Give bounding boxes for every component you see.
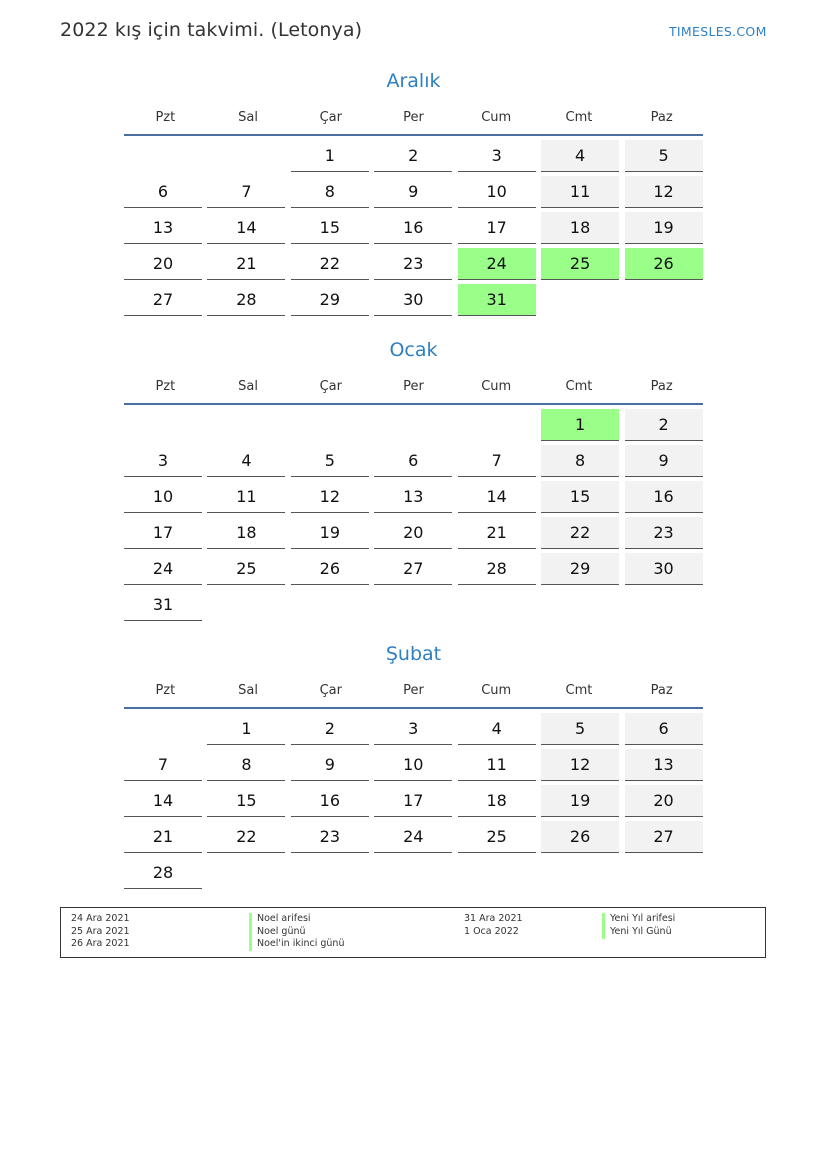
month-title: Şubat	[385, 643, 442, 665]
holiday-legend	[60, 907, 766, 958]
day-cell: 20	[374, 517, 452, 549]
day-cell: 4	[207, 445, 285, 477]
weekend-day-cell: 23	[625, 517, 703, 549]
week-row	[124, 749, 703, 785]
weekday-label: Paz	[650, 109, 673, 125]
weekend-day-cell: 4	[541, 140, 619, 172]
holiday-day-cell: 24	[458, 248, 536, 280]
day-cell: 9	[291, 749, 369, 781]
weekend-day-cell: 26	[541, 821, 619, 853]
day-cell: 13	[124, 212, 202, 244]
holiday-day-cell: 25	[541, 248, 619, 280]
day-cell: 30	[374, 284, 452, 316]
empty-cell	[374, 589, 452, 620]
weekday-label: Per	[403, 109, 424, 125]
brand-link[interactable]: TIMESLES.COM	[669, 24, 767, 39]
day-cell: 23	[291, 821, 369, 853]
day-cell: 14	[124, 785, 202, 817]
empty-cell	[207, 589, 285, 620]
week-row	[124, 785, 703, 821]
empty-cell	[458, 409, 536, 440]
empty-cell	[541, 857, 619, 888]
day-cell: 11	[207, 481, 285, 513]
weekend-day-cell: 30	[625, 553, 703, 585]
weekday-header	[124, 673, 703, 709]
day-grid	[124, 136, 703, 320]
day-cell: 12	[291, 481, 369, 513]
month-title: Aralık	[386, 70, 441, 92]
day-cell: 8	[291, 176, 369, 208]
day-cell: 7	[124, 749, 202, 781]
weekday-header	[124, 100, 703, 136]
day-cell: 28	[124, 857, 202, 889]
day-cell: 2	[291, 713, 369, 745]
day-cell: 28	[207, 284, 285, 316]
legend-holiday-name: Noel'in ikinci günü	[249, 938, 344, 951]
legend-holiday-name: Yeni Yıl arifesi	[602, 913, 675, 926]
day-cell: 15	[291, 212, 369, 244]
empty-cell	[207, 409, 285, 440]
empty-cell	[374, 857, 452, 888]
weekday-header	[124, 369, 703, 405]
weekday-label: Sal	[238, 109, 258, 125]
weekday-label: Cum	[481, 378, 512, 394]
day-cell: 10	[374, 749, 452, 781]
day-cell: 1	[207, 713, 285, 745]
weekend-day-cell: 5	[625, 140, 703, 172]
legend-date: 26 Ara 2021	[71, 938, 130, 949]
day-cell: 10	[124, 481, 202, 513]
weekend-day-cell: 6	[625, 713, 703, 745]
weekend-day-cell: 12	[625, 176, 703, 208]
day-cell: 4	[458, 713, 536, 745]
day-cell: 22	[207, 821, 285, 853]
weekend-day-cell: 2	[625, 409, 703, 441]
week-row	[124, 553, 703, 589]
empty-cell	[458, 857, 536, 888]
weekday-label: Cmt	[565, 682, 593, 698]
legend-holiday-name: Noel günü	[249, 926, 306, 939]
day-cell: 13	[374, 481, 452, 513]
week-row	[124, 176, 703, 212]
weekend-day-cell: 9	[625, 445, 703, 477]
day-cell: 22	[291, 248, 369, 280]
empty-cell	[374, 409, 452, 440]
empty-cell	[625, 589, 703, 620]
weekday-label: Per	[403, 378, 424, 394]
weekend-day-cell: 8	[541, 445, 619, 477]
weekend-day-cell: 12	[541, 749, 619, 781]
weekend-day-cell: 20	[625, 785, 703, 817]
weekend-day-cell: 11	[541, 176, 619, 208]
day-cell: 3	[374, 713, 452, 745]
empty-cell	[207, 140, 285, 171]
weekday-label: Cmt	[565, 378, 593, 394]
empty-cell	[291, 589, 369, 620]
empty-cell	[207, 857, 285, 888]
day-cell: 17	[458, 212, 536, 244]
week-row	[124, 140, 703, 176]
weekend-day-cell: 22	[541, 517, 619, 549]
empty-cell	[625, 857, 703, 888]
legend-holiday-name: Yeni Yıl Günü	[602, 926, 672, 939]
day-cell: 21	[124, 821, 202, 853]
month-december	[124, 66, 703, 320]
day-cell: 29	[291, 284, 369, 316]
holiday-day-cell: 1	[541, 409, 619, 441]
day-cell: 18	[207, 517, 285, 549]
weekday-label: Çar	[319, 378, 342, 394]
day-cell: 15	[207, 785, 285, 817]
week-row	[124, 212, 703, 248]
day-cell: 27	[124, 284, 202, 316]
day-cell: 14	[458, 481, 536, 513]
legend-date: 1 Oca 2022	[464, 926, 519, 937]
empty-cell	[291, 857, 369, 888]
empty-cell	[124, 713, 202, 744]
week-row	[124, 589, 703, 625]
day-cell: 18	[458, 785, 536, 817]
week-row	[124, 517, 703, 553]
holiday-day-cell: 31	[458, 284, 536, 316]
weekday-label: Çar	[319, 682, 342, 698]
day-cell: 1	[291, 140, 369, 172]
day-cell: 7	[207, 176, 285, 208]
day-cell: 17	[374, 785, 452, 817]
holiday-day-cell: 26	[625, 248, 703, 280]
day-cell: 16	[291, 785, 369, 817]
week-row	[124, 284, 703, 320]
weekend-day-cell: 5	[541, 713, 619, 745]
day-cell: 27	[374, 553, 452, 585]
weekday-label: Per	[403, 682, 424, 698]
month-february	[124, 639, 703, 893]
day-cell: 6	[124, 176, 202, 208]
day-cell: 16	[374, 212, 452, 244]
weekday-label: Cum	[481, 682, 512, 698]
day-cell: 25	[458, 821, 536, 853]
day-cell: 3	[124, 445, 202, 477]
day-cell: 19	[291, 517, 369, 549]
weekend-day-cell: 18	[541, 212, 619, 244]
weekday-label: Cum	[481, 109, 512, 125]
empty-cell	[124, 409, 202, 440]
day-cell: 6	[374, 445, 452, 477]
day-cell: 5	[291, 445, 369, 477]
month-title: Ocak	[389, 339, 438, 361]
day-cell: 3	[458, 140, 536, 172]
weekday-label: Sal	[238, 682, 258, 698]
weekend-day-cell: 15	[541, 481, 619, 513]
day-grid	[124, 709, 703, 893]
week-row	[124, 248, 703, 284]
week-row	[124, 857, 703, 893]
weekend-day-cell: 16	[625, 481, 703, 513]
day-cell: 9	[374, 176, 452, 208]
day-cell: 23	[374, 248, 452, 280]
day-cell: 8	[207, 749, 285, 781]
day-cell: 2	[374, 140, 452, 172]
empty-cell	[291, 409, 369, 440]
weekday-label: Pzt	[155, 378, 176, 394]
legend-date: 31 Ara 2021	[464, 913, 523, 924]
month-january	[124, 335, 703, 625]
day-cell: 11	[458, 749, 536, 781]
day-cell: 31	[124, 589, 202, 621]
day-grid	[124, 405, 703, 625]
day-cell: 10	[458, 176, 536, 208]
week-row	[124, 409, 703, 445]
week-row	[124, 713, 703, 749]
weekday-label: Çar	[319, 109, 342, 125]
weekend-day-cell: 19	[541, 785, 619, 817]
week-row	[124, 481, 703, 517]
day-cell: 26	[291, 553, 369, 585]
weekday-label: Pzt	[155, 109, 176, 125]
weekend-day-cell: 27	[625, 821, 703, 853]
page-title: 2022 kış için takvimi. (Letonya)	[60, 19, 363, 41]
day-cell: 21	[207, 248, 285, 280]
weekend-day-cell: 13	[625, 749, 703, 781]
weekday-label: Paz	[650, 682, 673, 698]
empty-cell	[625, 284, 703, 315]
day-cell: 25	[207, 553, 285, 585]
empty-cell	[541, 589, 619, 620]
empty-cell	[124, 140, 202, 171]
weekend-day-cell: 29	[541, 553, 619, 585]
day-cell: 17	[124, 517, 202, 549]
week-row	[124, 821, 703, 857]
day-cell: 14	[207, 212, 285, 244]
weekend-day-cell: 19	[625, 212, 703, 244]
weekday-label: Cmt	[565, 109, 593, 125]
day-cell: 24	[124, 553, 202, 585]
empty-cell	[541, 284, 619, 315]
weekday-label: Paz	[650, 378, 673, 394]
legend-date: 25 Ara 2021	[71, 926, 130, 937]
weekday-label: Pzt	[155, 682, 176, 698]
day-cell: 7	[458, 445, 536, 477]
legend-holiday-name: Noel arifesi	[249, 913, 311, 926]
day-cell: 20	[124, 248, 202, 280]
week-row	[124, 445, 703, 481]
empty-cell	[458, 589, 536, 620]
day-cell: 21	[458, 517, 536, 549]
legend-date: 24 Ara 2021	[71, 913, 130, 924]
day-cell: 28	[458, 553, 536, 585]
weekday-label: Sal	[238, 378, 258, 394]
day-cell: 24	[374, 821, 452, 853]
